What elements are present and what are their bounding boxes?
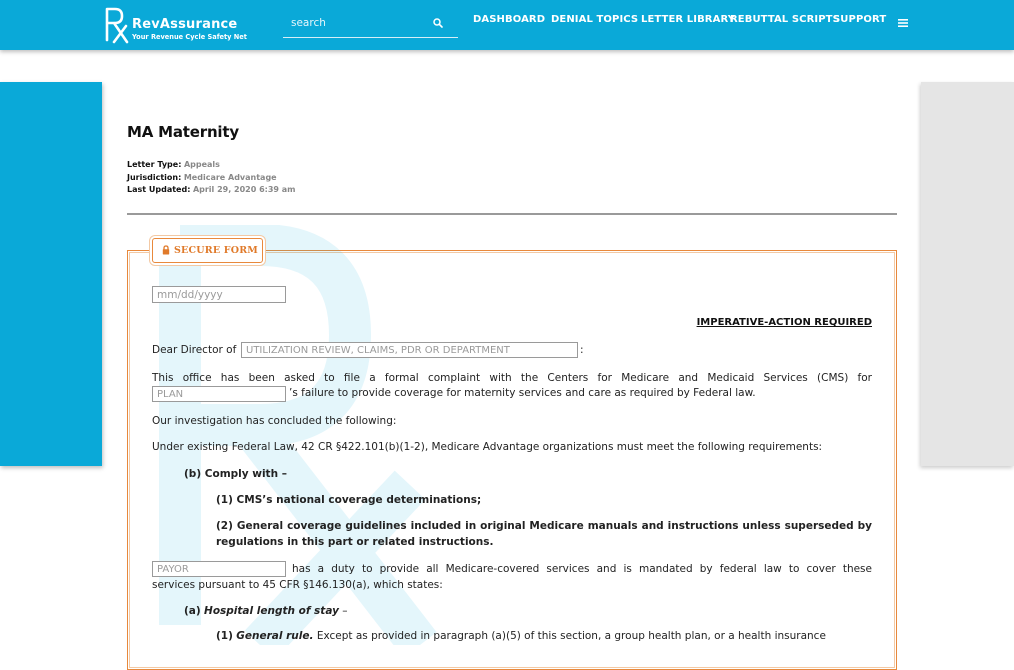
meta-key: Letter Type: (127, 160, 182, 169)
meta-value: Medicare Advantage (183, 173, 277, 182)
date-field[interactable] (152, 286, 286, 303)
paragraph-duty-line2: services pursuant to 45 CFR §146.130(a), which states: (152, 579, 443, 591)
top-navigation-bar (0, 0, 1014, 50)
requirement-item-2-line1: (2) General coverage guidelines included in original Medicare manuals and instructions unless superseded by (216, 520, 872, 532)
rx-logo-icon (104, 6, 130, 44)
salutation-prefix: Dear Director of (152, 344, 237, 356)
meta-key: Jurisdiction: (127, 173, 182, 182)
imperative-action-heading: IMPERATIVE-ACTION REQUIRED (696, 317, 872, 328)
meta-last-updated (127, 185, 296, 194)
search-icon[interactable] (432, 17, 444, 29)
meta-key: Last Updated: (127, 185, 191, 194)
meta-value: April 29, 2020 6:39 am (192, 185, 296, 194)
title-divider (127, 213, 897, 215)
search-input[interactable] (283, 14, 433, 32)
salutation-suffix: : (580, 344, 584, 356)
department-field[interactable] (241, 342, 578, 358)
paragraph-duty-line1: has a duty to provide all Medicare-covered services and is mandated by federal law to cover these (292, 563, 872, 575)
section-1-text: Except as provided in paragraph (a)(5) of this section, a group health plan, or a health insurance (316, 630, 826, 642)
secure-form-label: SECURE FORM (174, 245, 259, 256)
paragraph-complaint-line2: ’s failure to provide coverage for maternity services and care as required by Federal law. (289, 387, 756, 399)
comply-with-heading: (b) Comply with – (184, 468, 287, 480)
meta-jurisdiction (127, 173, 277, 182)
plan-field[interactable] (152, 386, 286, 402)
section-a-title: Hospital length of stay (204, 605, 339, 617)
page-title: MA Maternity (127, 123, 239, 141)
left-side-panel (0, 82, 102, 466)
search-box (283, 10, 458, 38)
right-side-panel (921, 82, 1014, 466)
brand-logo[interactable] (104, 6, 274, 44)
paragraph-complaint-line1: This office has been asked to file a formal complaint with the Centers for Medicare and Medicaid Services (CMS) for (152, 372, 872, 384)
hamburger-menu-icon[interactable] (898, 18, 908, 28)
requirement-item-2-line2: regulations in this part or related instructions. (216, 536, 494, 548)
section-a-label: (a) (184, 605, 201, 617)
section-a-dash: – (342, 605, 348, 617)
payor-field[interactable] (152, 561, 286, 577)
nav-support[interactable]: SUPPORT (833, 14, 887, 25)
requirement-item-1: (1) CMS’s national coverage determinations; (216, 494, 482, 506)
meta-letter-type (127, 160, 220, 169)
nav-denial-topics[interactable]: DENIAL TOPICS (551, 14, 639, 25)
nav-letter-library[interactable]: LETTER LIBRARY (641, 14, 736, 25)
brand-name: RevAssurance (132, 17, 238, 32)
general-rule-line (216, 630, 872, 642)
brand-tagline: Your Revenue Cycle Safety Net (132, 33, 247, 41)
section-1-title: General rule. (236, 630, 314, 642)
paragraph-federal-law: Under existing Federal Law, 42 CR §422.101(b)(1-2), Medicare Advantage organizations must meet the following requirements: (152, 441, 823, 453)
meta-value: Appeals (183, 160, 220, 169)
section-1-label: (1) (216, 630, 233, 642)
paragraph-investigation: Our investigation has concluded the following: (152, 415, 397, 427)
nav-dashboard[interactable]: DASHBOARD (473, 14, 546, 25)
lock-icon (162, 245, 170, 255)
hospital-stay-heading (184, 605, 348, 617)
secure-form-badge (152, 238, 263, 263)
nav-rebuttal-scripts[interactable]: REBUTTAL SCRIPTS (730, 14, 840, 25)
